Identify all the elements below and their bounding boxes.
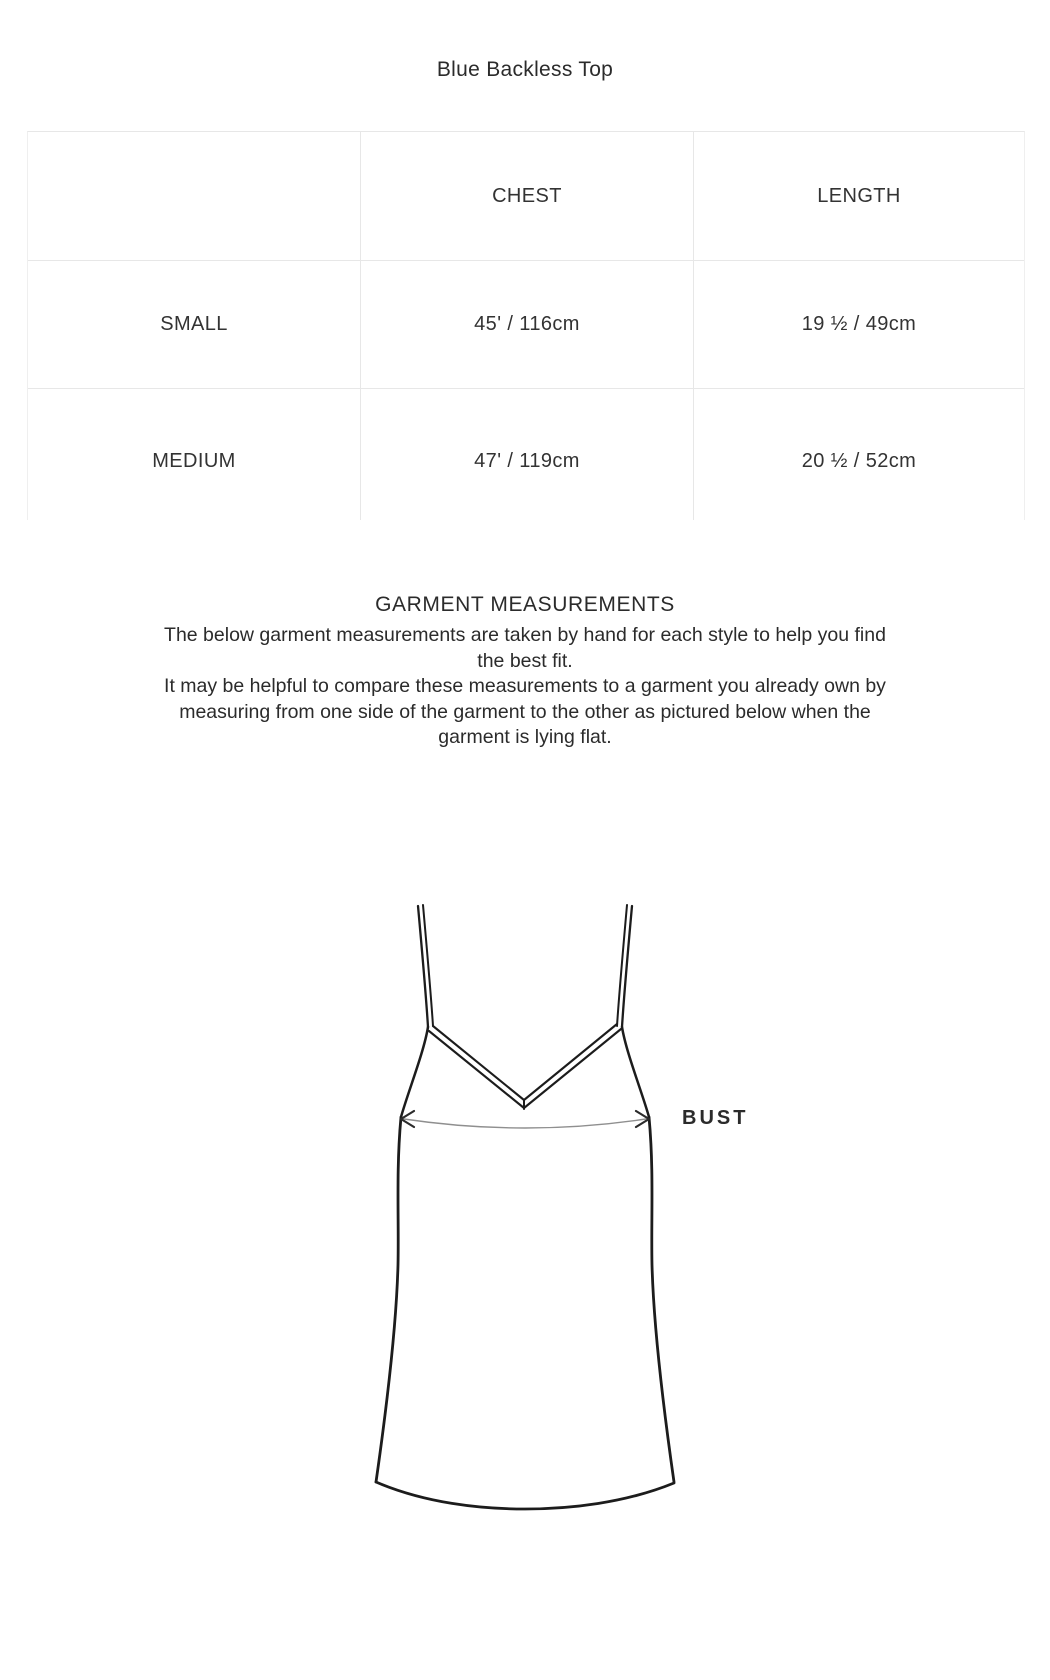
length-value: 19 ½ / 49cm: [693, 261, 1024, 388]
size-table: [27, 131, 1025, 520]
left-armhole-edge: [401, 1027, 428, 1117]
left-strap-line: [418, 906, 428, 1027]
size-label: MEDIUM: [152, 450, 236, 472]
table-row-small: [28, 261, 1024, 389]
page-title: Blue Backless Top: [436, 58, 614, 81]
info-text-line: The below garment measurements are taken by hand for each style to help you find: [164, 624, 886, 646]
right-strap-line: [622, 906, 632, 1027]
garment-measurements-section: [0, 592, 1050, 751]
column-header-chest: CHEST: [360, 132, 693, 260]
chest-value: 47' / 119cm: [360, 389, 693, 520]
info-text-line: It may be helpful to compare these measurements to a garment you already own by: [164, 675, 886, 697]
left-side-seam: [376, 1117, 401, 1482]
info-text-line: the best fit.: [477, 649, 573, 672]
info-text-line: measuring from one side of the garment to the other as pictured below when the: [179, 700, 871, 723]
size-label: SMALL: [160, 313, 228, 335]
right-side-seam: [649, 1117, 674, 1482]
corner-cell: [28, 132, 360, 260]
neckline-upper-line: [433, 1024, 617, 1100]
right-strap-line: [617, 905, 627, 1026]
hem-curve: [376, 1482, 674, 1509]
bust-label: BUST: [682, 1107, 749, 1129]
right-armhole-edge: [622, 1027, 649, 1117]
table-row-medium: [28, 389, 1024, 520]
table-header-row: [28, 132, 1024, 261]
section-heading: GARMENT MEASUREMENTS: [375, 593, 675, 616]
garment-diagram: [330, 880, 760, 1530]
length-value: 20 ½ / 52cm: [693, 389, 1024, 520]
left-strap-line: [423, 905, 433, 1026]
column-header-length: LENGTH: [693, 132, 1024, 260]
chest-value: 45' / 116cm: [360, 261, 693, 388]
neckline-lower-line: [429, 1029, 621, 1108]
info-text-line: garment is lying flat.: [438, 726, 612, 748]
bust-measure-line: [404, 1119, 646, 1128]
